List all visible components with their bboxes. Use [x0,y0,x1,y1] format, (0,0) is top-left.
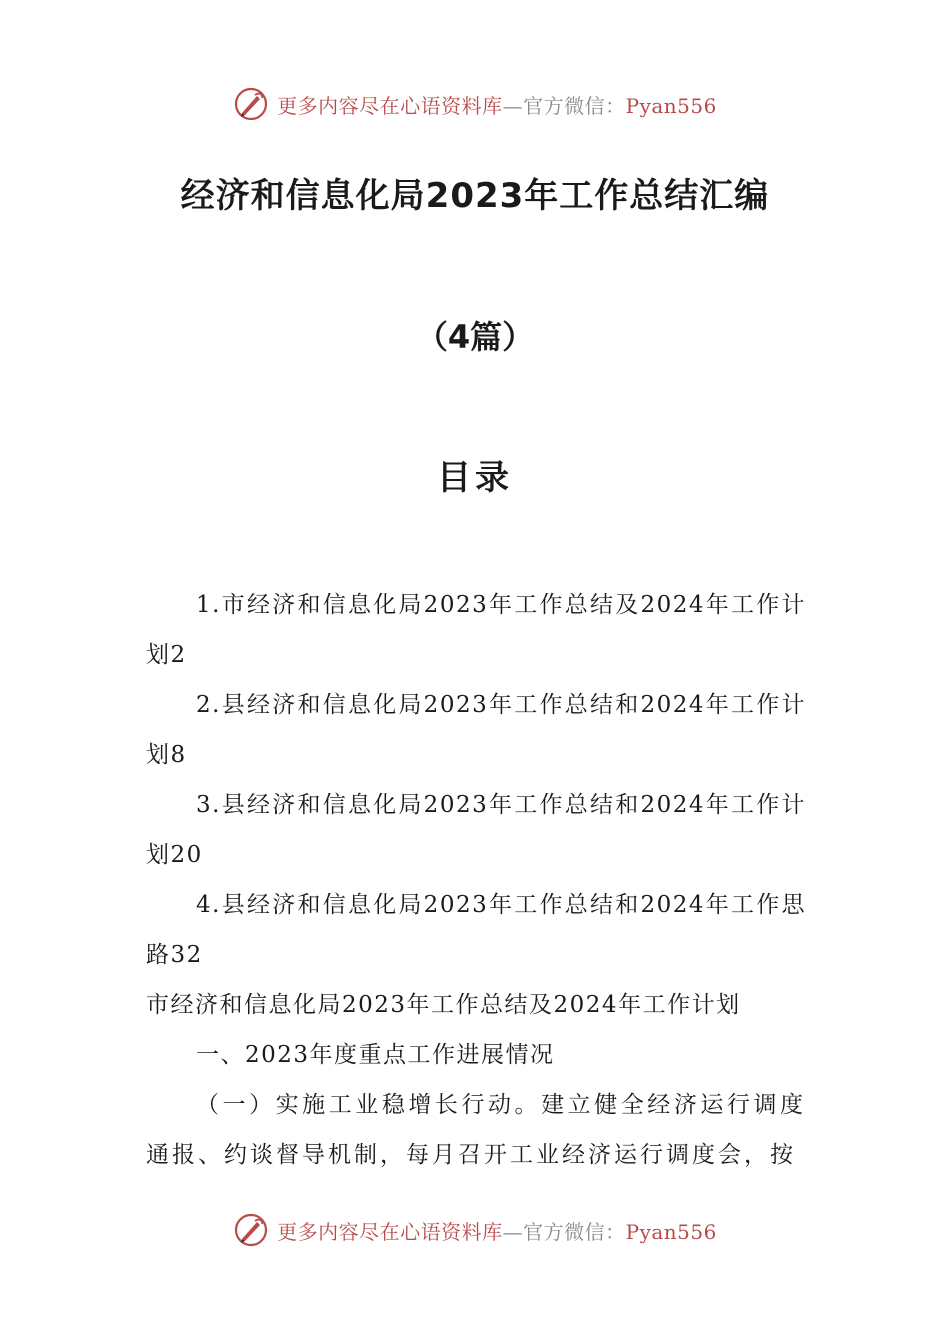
watermark-text [277,1216,717,1245]
watermark-red-text: 更多内容尽在心语资料库 [277,93,503,118]
header-watermark-banner [0,82,950,126]
toc-item: 2.县经济和信息化局2023年工作总结和2024年工作计划8 [146,692,806,768]
pen-logo-icon [233,1212,269,1248]
toc-item: 1.市经济和信息化局2023年工作总结及2024年工作计划2 [146,592,806,668]
section-heading: 一、2023年度重点工作进展情况 [196,1042,555,1068]
toc-item: 3.县经济和信息化局2023年工作总结和2024年工作计划20 [146,792,806,868]
section-title: 市经济和信息化局2023年工作总结及2024年工作计划 [146,992,741,1018]
footer-watermark-banner [0,1208,950,1252]
document-subtitle: （4篇） [415,318,535,356]
watermark-red-text: 更多内容尽在心语资料库 [277,1219,503,1244]
watermark-handle: Pyan556 [625,93,717,118]
watermark-gray-text: —官方微信： [502,1219,626,1244]
body-paragraph: （一）实施工业稳增长行动。建立健全经济运行调度通报、约谈督导机制，每月召开工业经济运行调度会，按 [146,1092,806,1168]
document-title: 经济和信息化局2023年工作总结汇编 [180,176,770,216]
document-body [146,580,806,1180]
toc-heading: 目录 [437,458,513,498]
watermark-text [277,90,717,119]
watermark-handle: Pyan556 [625,1219,717,1244]
watermark-gray-text: —官方微信： [502,93,626,118]
pen-logo-icon [233,86,269,122]
toc-item: 4.县经济和信息化局2023年工作总结和2024年工作思路32 [146,892,806,968]
